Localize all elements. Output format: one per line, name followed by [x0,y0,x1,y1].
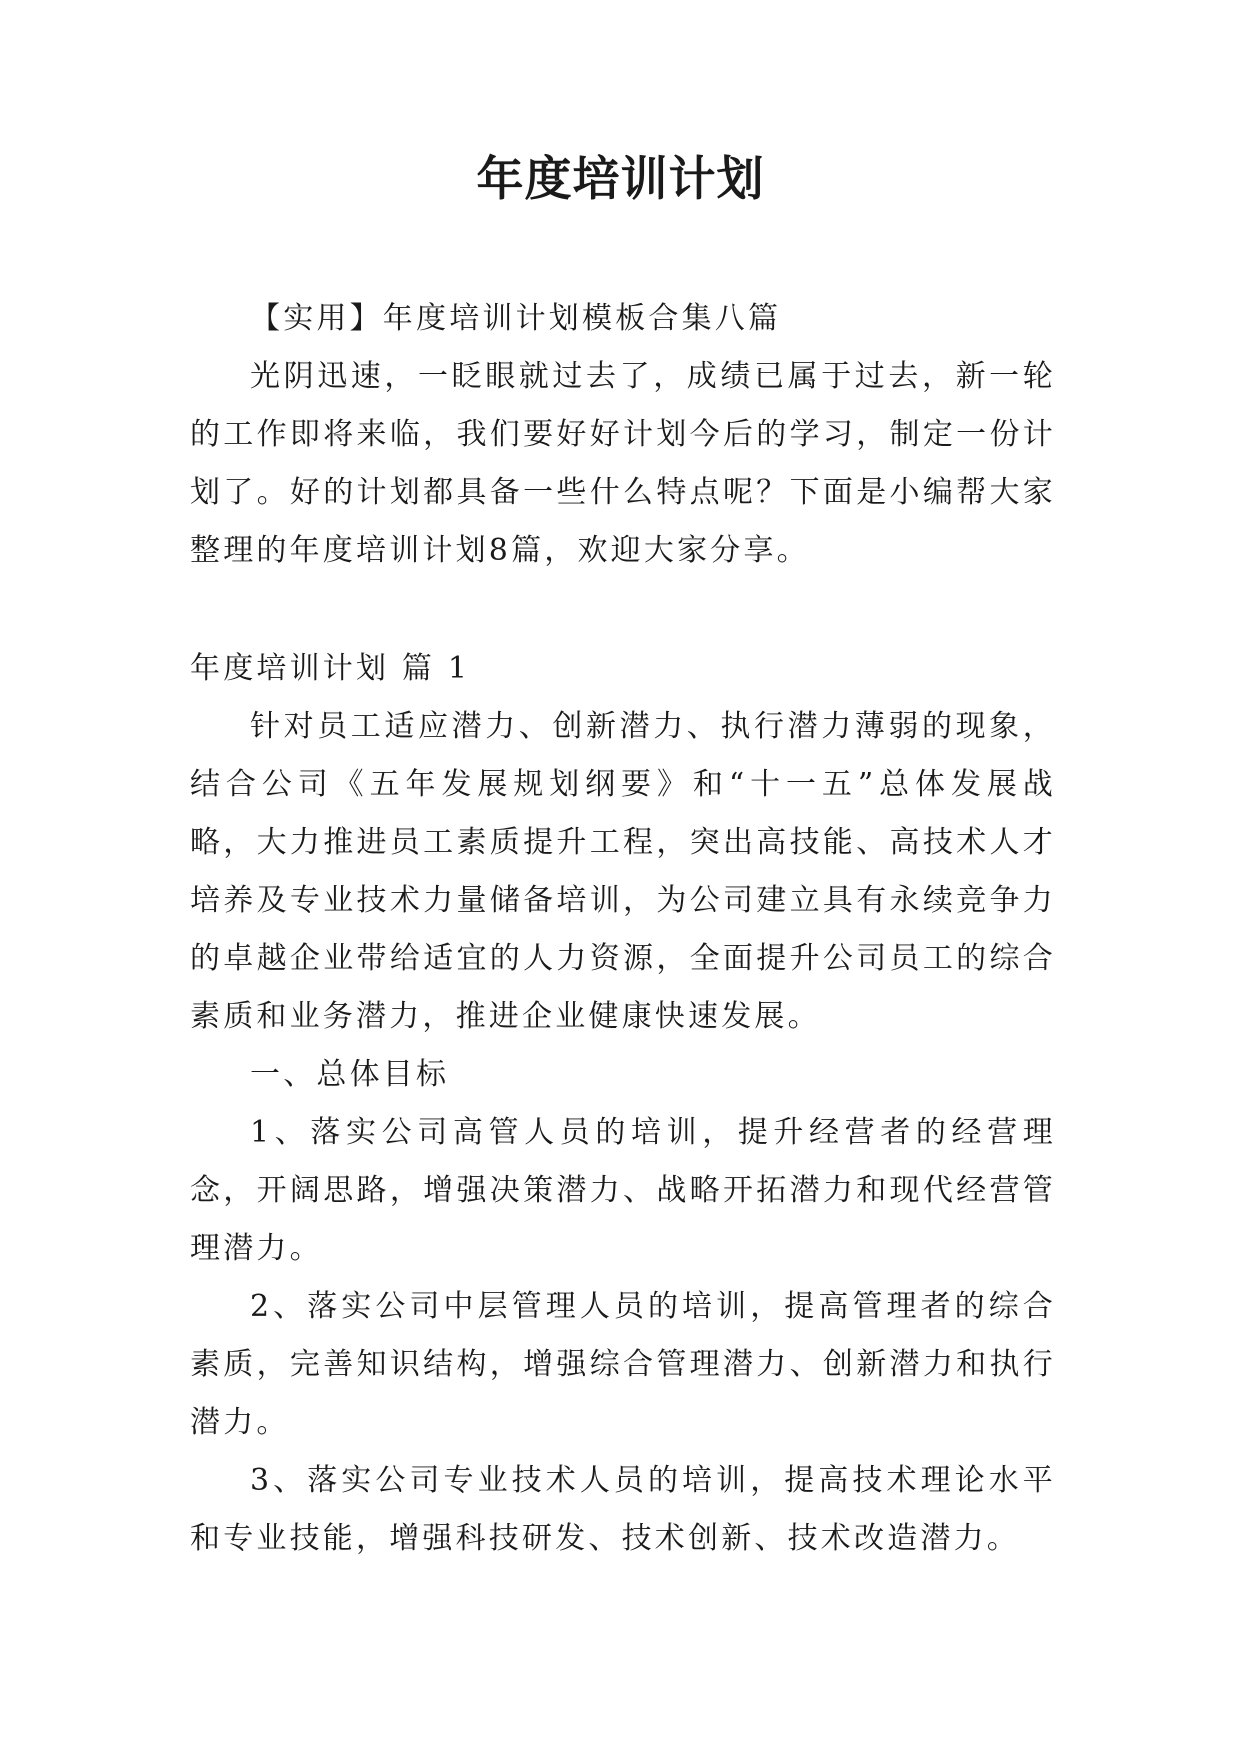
intro-paragraph: 光阴迅速，一眨眼就过去了，成绩已属于过去，新一轮的工作即将来临，我们要好好计划今后的学习，制定一份计划了。好的计划都具备一些什么特点呢？下面是小编帮大家整理的年度培训计划8篇，欢迎大家分享。 [190,359,1056,568]
heading-overall-goal: 一、总体目标 [250,1057,450,1092]
document-subtitle: 【实用】年度培训计划模板合集八篇 [250,301,782,336]
body-paragraph: 3、落实公司专业技术人员的培训，提高技术理论水平和专业技能，增强科技研发、技术创新、技术改造潜力。 [190,1463,1056,1556]
body-paragraph: 针对员工适应潜力、创新潜力、执行潜力薄弱的现象，结合公司《五年发展规划纲要》和“十一五”总体发展战略，大力推进员工素质提升工程，突出高技能、高技术人才培养及专业技术力量储备培训，为公司建立具有永续竞争力的卓越企业带给适宜的人力资源，全面提升公司员工的综合素质和业务潜力，推进企业健康快速发展。 [190,709,1056,1034]
document-title: 年度培训计划 [476,152,765,207]
document-body [190,290,1056,1568]
body-paragraph: 1、落实公司高管人员的培训，提升经营者的经营理念，开阔思路，增强决策潜力、战略开拓潜力和现代经营管理潜力。 [190,1115,1056,1266]
body-paragraph: 2、落实公司中层管理人员的培训，提高管理者的综合素质，完善知识结构，增强综合管理潜力、创新潜力和执行潜力。 [190,1289,1056,1440]
section-title: 年度培训计划 篇 1 [190,651,471,686]
